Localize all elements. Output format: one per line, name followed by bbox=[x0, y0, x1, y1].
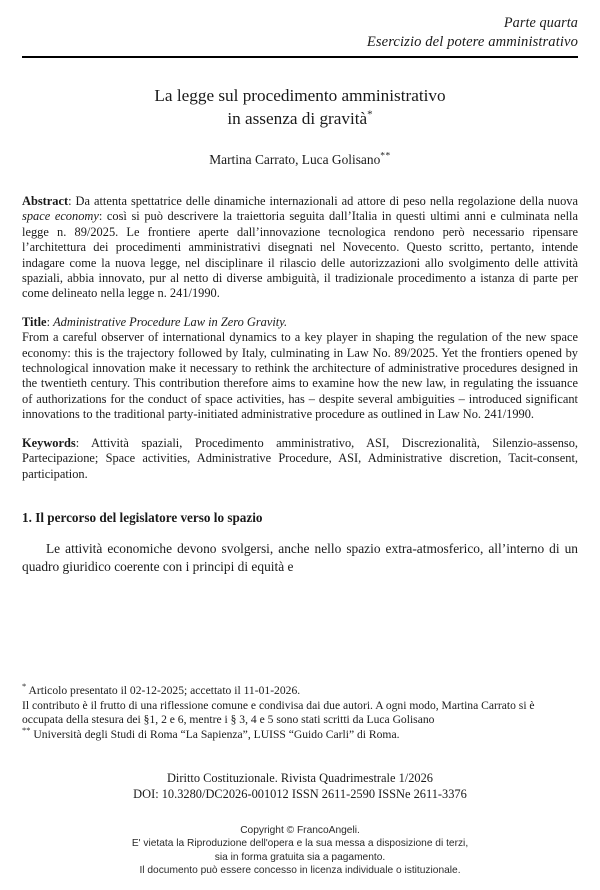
footnote-star-marker: * bbox=[22, 681, 27, 692]
footnote-double-star bbox=[22, 724, 578, 743]
footnote-star-text: Articolo presentato il 02-12-2025; accettato il 11-01-2026. bbox=[26, 684, 301, 697]
section-body-paragraph: Le attività economiche devono svolgersi, anche nello spazio extra-atmosferico, all’interno di un quadro giuridico coerente con i principi di equità e bbox=[22, 540, 578, 574]
abstract-italic-term: space economy bbox=[22, 209, 99, 224]
keywords-separator: : bbox=[75, 435, 91, 450]
keywords-value: Attività spaziali, Procedimento amministrativo, ASI, Discrezionalità, Silenzio-assenso, Partecipazione; Space activities, Administrative Procedure, ASI, Administrative discretion, Tacit-consent, participation. bbox=[22, 435, 578, 481]
english-title-separator: : bbox=[46, 314, 54, 329]
journal-imprint bbox=[0, 771, 600, 802]
keywords-line bbox=[22, 436, 578, 482]
content-area bbox=[0, 194, 600, 575]
title-block bbox=[0, 84, 600, 130]
english-title-value: Administrative Procedure Law in Zero Gravity. bbox=[53, 314, 288, 329]
footnote-star-body: Il contributo è il frutto di una riflessione comune e condivisa dai due autori. A ogni modo, Martina Carrato si è occupata della stesura dei §1, 2 e 6, mentre i § 3, 4 e 5 sono stati scritti da Luca Golisano bbox=[22, 698, 535, 727]
footnotes-area bbox=[22, 681, 578, 742]
authors-footnote-marker: ** bbox=[380, 151, 391, 162]
footnote-double-star-marker: ** bbox=[22, 724, 31, 735]
abstract-text-after: : così si può descrivere la traiettoria seguita dall’Italia in questi ultimi anni e culminata nella legge n. 89/2025. Le frontiere aperte dall’innovazione tecnologica rendono però necessario ripensare l’architettura dei procedimenti amministrativi disegnati nel Novecento. Questo scritto, pertanto, intende indagare come la nuova legge, nel disciplinare il rilascio delle autorizzazioni allo svolgimento delle attività spaziali, abbia innovato, pur al netto di diverse ambiguità, il tradizionale procedimento a istanza di parte per come delineato nella legge n. 241/1990. bbox=[22, 209, 579, 301]
abstract-italian bbox=[22, 194, 578, 302]
copyright-line-1: Copyright © FrancoAngeli. bbox=[240, 825, 360, 836]
abstract-label: Abstract bbox=[22, 194, 69, 208]
doi-issn-line: DOI: 10.3280/DC2026-001012 ISSN 2611-2590 ISSNe 2611-3376 bbox=[133, 786, 467, 801]
copyright-line-3: sia in forma gratuita sia a pagamento. bbox=[214, 851, 386, 863]
title-footnote-marker: * bbox=[367, 108, 373, 121]
keywords-label: Keywords bbox=[22, 435, 76, 450]
copyright-line-2: E' vietata la Riproduzione dell'opera e la sua messa a disposizione di terzi, bbox=[131, 838, 469, 850]
english-title-label: Title bbox=[22, 314, 47, 329]
title-line-1: La legge sul procedimento amministrativo bbox=[154, 86, 446, 105]
english-title-line bbox=[22, 315, 578, 330]
journal-name-issue: Diritto Costituzionale. Rivista Quadrimestrale 1/2026 bbox=[166, 771, 433, 785]
footnote-double-star-text: Università degli Studi di Roma “La Sapienza”, LUISS “Guido Carli” di Roma. bbox=[30, 727, 400, 741]
running-header-section: Esercizio del potere amministrativo bbox=[366, 34, 578, 50]
copyright-line-4: Il documento può essere concesso in licenza individuale o istituzionale. bbox=[139, 865, 461, 877]
running-header-part: Parte quarta bbox=[503, 15, 578, 31]
footnote-star bbox=[22, 681, 578, 699]
author-names: Martina Carrato, Luca Golisano bbox=[209, 152, 381, 167]
abstract-text-before: Da attenta spettatrice delle dinamiche internazionali ad attore di peso nella regolazione della nuova bbox=[75, 194, 579, 208]
copyright-footer bbox=[0, 824, 600, 878]
title-line-2: in assenza di gravità bbox=[227, 109, 368, 128]
section-heading-1: 1. Il percorso del legislatore verso lo spazio bbox=[22, 509, 263, 525]
abstract-english: From a careful observer of international dynamics to a key player in shaping the regulation of the new space economy: this is the trajectory followed by Italy, culminating in Law No. 89/2025. Yet the frontiers opened by technological innovation make it necessary to rethink the architecture of administrative procedures designed in the twentieth century. This contribution therefore aims to examine how the new law, in regulating the issuance of authorizations for the conduct of space activities, has – despite several ambiguities – introduced significant innovations to the traditional party-initiated administrative procedure as outlined in Law No. 241/1990. bbox=[22, 330, 578, 422]
running-header bbox=[0, 0, 600, 52]
abstract-separator: : bbox=[68, 194, 76, 208]
authors-line bbox=[0, 152, 600, 168]
page-title bbox=[60, 84, 540, 130]
header-rule bbox=[22, 56, 578, 58]
